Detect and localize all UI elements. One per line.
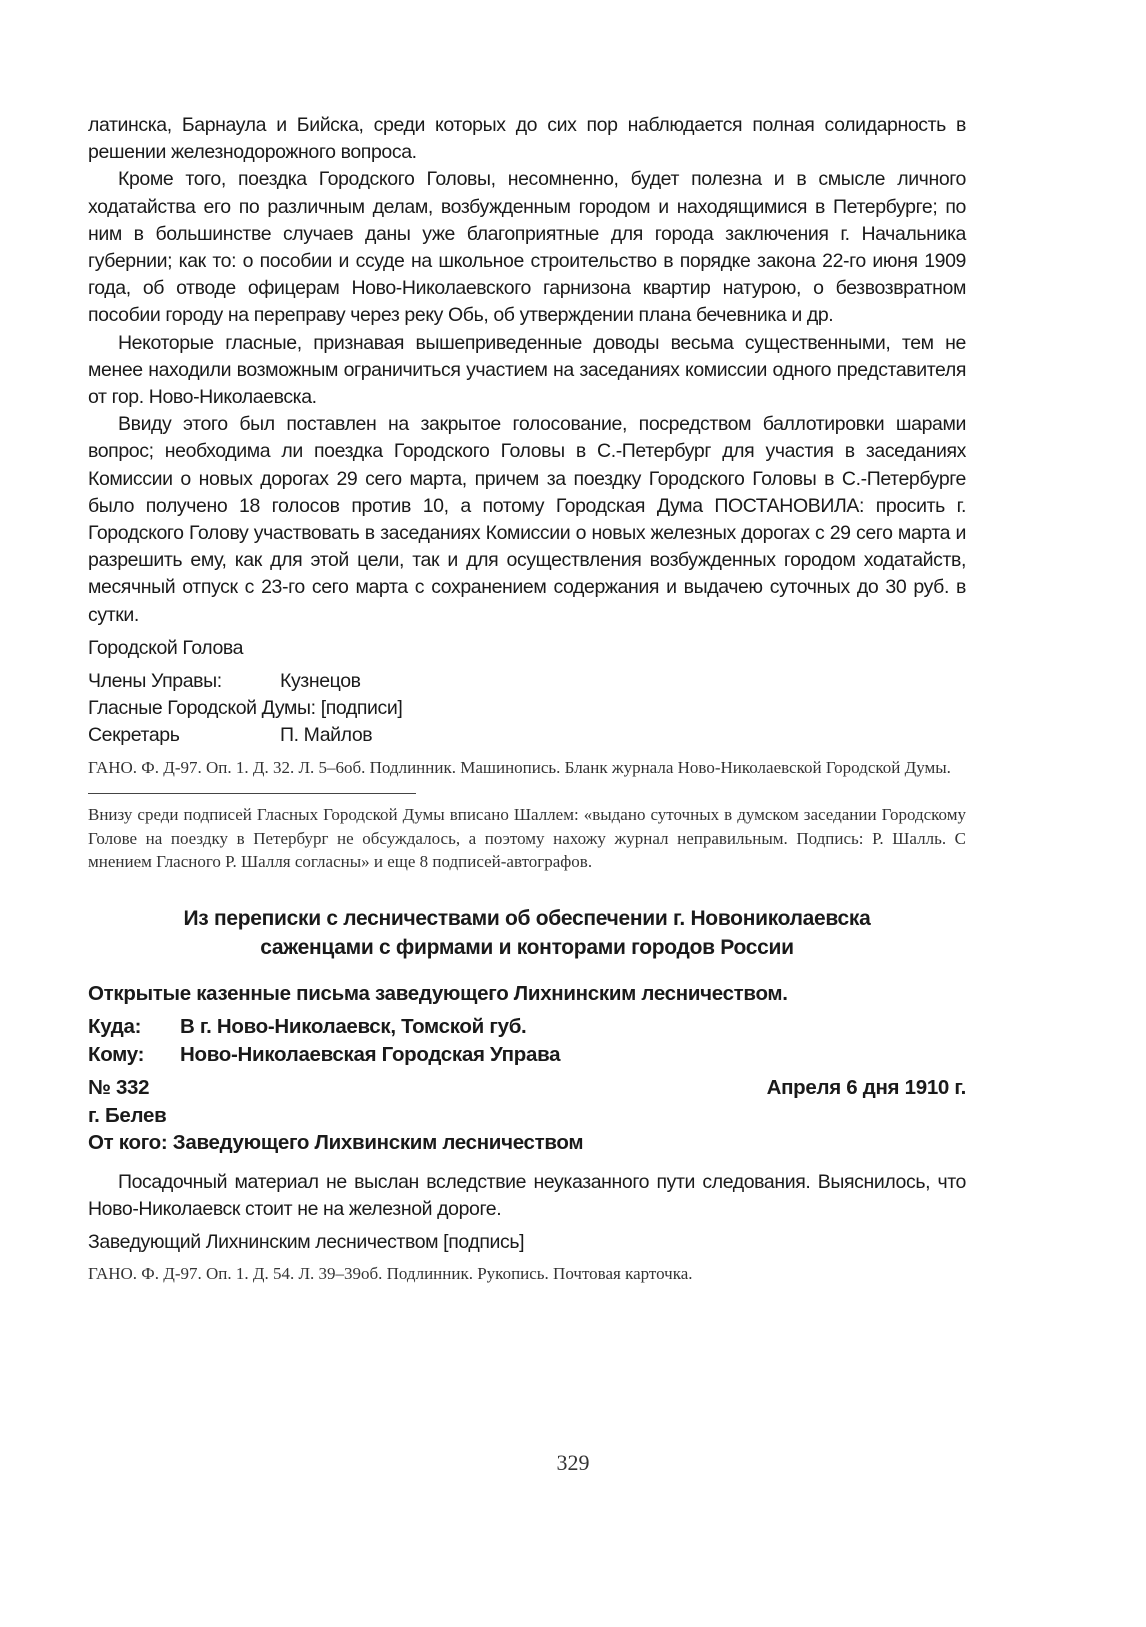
- signature-secretary: [88, 722, 966, 749]
- address-whom-label: Кому:: [88, 1042, 145, 1066]
- letter-number-row: [88, 1074, 966, 1102]
- letter-date: Апреля 6 дня 1910 г.: [766, 1076, 966, 1100]
- address-to-label: Куда:: [88, 1015, 142, 1039]
- address-to: [88, 1013, 966, 1041]
- signature-members: [88, 668, 966, 695]
- body-paragraph: Ввиду этого был поставлен на закрытое голосование, посредством баллотировки шарами вопрос; необходима ли поездка Городского Головы в С.-Петербург для участия в заседаниях Комиссии о новых дорогах 29 сего марта, причем за поездку Городского Головы в С.-Петербурге было получено 18 голосов против 10, а потому Городская Дума ПОСТАНОВИЛА: просить г. Городского Голову участвовать в заседаниях Комиссии о новых железных дорогах с 29 сего марта и разрешить ему, как для этой цели, так и для осуществления возбужденных городом ходатайств, месячный отпуск с 23-го сего марта с сохранением содержания и выдачею суточных до 30 руб. в сутки.: [88, 413, 966, 626]
- members-value: Кузнецов: [280, 670, 361, 693]
- signature-glasnye: Гласные Городской Думы: [подписи]: [88, 697, 403, 720]
- signature-head: Городской Голова: [88, 636, 244, 659]
- letter-heading: Открытые казенные письма заведующего Лихнинским лесничеством.: [88, 981, 788, 1005]
- body-paragraph: Кроме того, поездка Городского Головы, несомненно, будет полезна и в смысле личного ходатайства его по различным делам, возбужденным городом и находящимися в Петербурге; по ним в большинстве случаев даны уже благоприятные для города заключения г. Начальника губернии; как то: о пособии и ссуде на школьное строительство в порядке закона 22-го июня 1909 года, об отводе офицерам Ново-Николаевского гарнизона квартир натурою, о безвозвратном пособии городу на переправу через реку Обь, об утверждении плана бечевника и др.: [88, 168, 966, 327]
- footnote: Внизу среди подписей Гласных Городской Думы вписано Шаллем: «выдано суточных в думском заседании Городскому Голове на поездку в Петербург не обсуждалось, а поэтому нахожу журнал неправильным. Подпись: Р. Шалль. С мнением Гласного Р. Шалля согласны» и еще 8 подписей-автографов.: [88, 805, 966, 872]
- letter-body: Посадочный материал не выслан вследствие неуказанного пути следования. Выяснилось, что Ново-Николаевск стоит не на железной дороге.: [88, 1170, 966, 1220]
- footnote-divider: [88, 793, 416, 794]
- page-number: 329: [556, 1450, 590, 1475]
- secretary-value: П. Майлов: [280, 724, 373, 747]
- address-to-value: В г. Ново-Николаевск, Томской губ.: [180, 1015, 527, 1039]
- section-title: [88, 904, 966, 962]
- document-page: [88, 112, 966, 1286]
- archive-reference: ГАНО. Ф. Д-97. Оп. 1. Д. 32. Л. 5–6об. Подлинник. Машинопись. Бланк журнала Ново-Николаевской Городской Думы.: [88, 757, 951, 777]
- archive-reference: ГАНО. Ф. Д-97. Оп. 1. Д. 54. Л. 39–39об. Подлинник. Рукопись. Почтовая карточка.: [88, 1264, 693, 1284]
- body-paragraph: латинска, Барнаула и Бийска, среди которых до сих пор наблюдается полная солидарность в решении железнодорожного вопроса.: [88, 114, 966, 164]
- letter-city: г. Белев: [88, 1103, 167, 1127]
- address-whom: [88, 1041, 966, 1069]
- address-whom-value: Ново-Николаевская Городская Управа: [180, 1042, 561, 1066]
- members-label: Члены Управы:: [88, 670, 222, 693]
- section-title-line: саженцами с фирмами и конторами городов России: [260, 935, 794, 959]
- section-title-line: Из переписки с лесничествами об обеспечении г. Новониколаевска: [183, 906, 871, 930]
- secretary-label: Секретарь: [88, 724, 180, 747]
- body-paragraph: Некоторые гласные, признавая вышеприведенные доводы весьма существенными, тем не менее находили возможным ограничиться участием на заседаниях комиссии одного представителя от гор. Ново-Николаевска.: [88, 331, 966, 409]
- letter-signature: Заведующий Лихнинским лесничеством [подпись]: [88, 1231, 525, 1254]
- letter-number: № 332: [88, 1076, 150, 1100]
- letter-from: От кого: Заведующего Лихвинским лесничеством: [88, 1131, 584, 1155]
